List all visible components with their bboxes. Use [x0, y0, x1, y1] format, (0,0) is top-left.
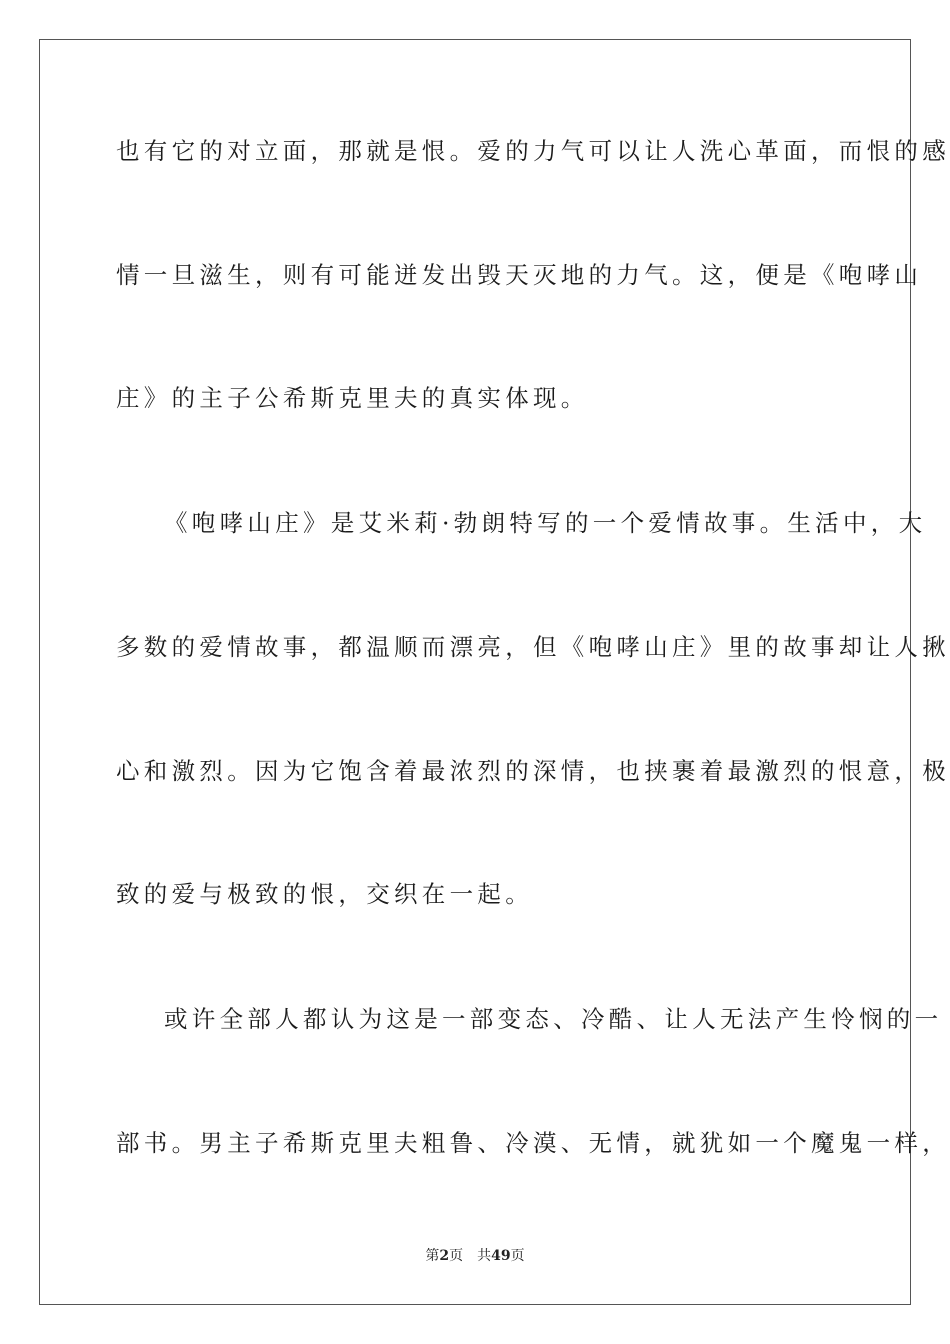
text-line-8: 或许全部人都认为这是一部变态、冷酷、让人无法产生怜悯的一	[164, 1005, 943, 1033]
page-number: 2	[439, 1248, 450, 1264]
text-line-4: 《咆哮山庄》是艾米莉·勃朗特写的一个爱情故事。生活中，大	[164, 509, 927, 537]
text-line-6: 心和激烈。因为它饱含着最浓烈的深情，也挟裹着最激烈的恨意，极	[116, 757, 950, 785]
page-suffix: 页	[449, 1248, 464, 1264]
total-suffix: 页	[510, 1248, 525, 1264]
text-line-7: 致的爱与极致的恨，交织在一起。	[116, 880, 533, 908]
text-line-5: 多数的爱情故事，都温顺而漂亮，但《咆哮山庄》里的故事却让人揪	[116, 633, 950, 661]
total-pages: 49	[491, 1248, 511, 1264]
page-prefix: 第	[425, 1248, 440, 1264]
text-line-3: 庄》的主子公希斯克里夫的真实体现。	[116, 384, 589, 412]
page-footer	[0, 1247, 950, 1265]
text-line-9: 部书。男主子希斯克里夫粗鲁、冷漠、无情，就犹如一个魔鬼一样，	[116, 1129, 950, 1157]
text-line-2: 情一旦滋生，则有可能迸发出毁天灭地的力气。这，便是《咆哮山	[116, 261, 923, 289]
page-frame	[39, 39, 950, 1305]
total-prefix: 共	[477, 1248, 492, 1264]
text-line-1: 也有它的对立面，那就是恨。爱的力气可以让人洗心革面，而恨的感	[116, 137, 950, 165]
